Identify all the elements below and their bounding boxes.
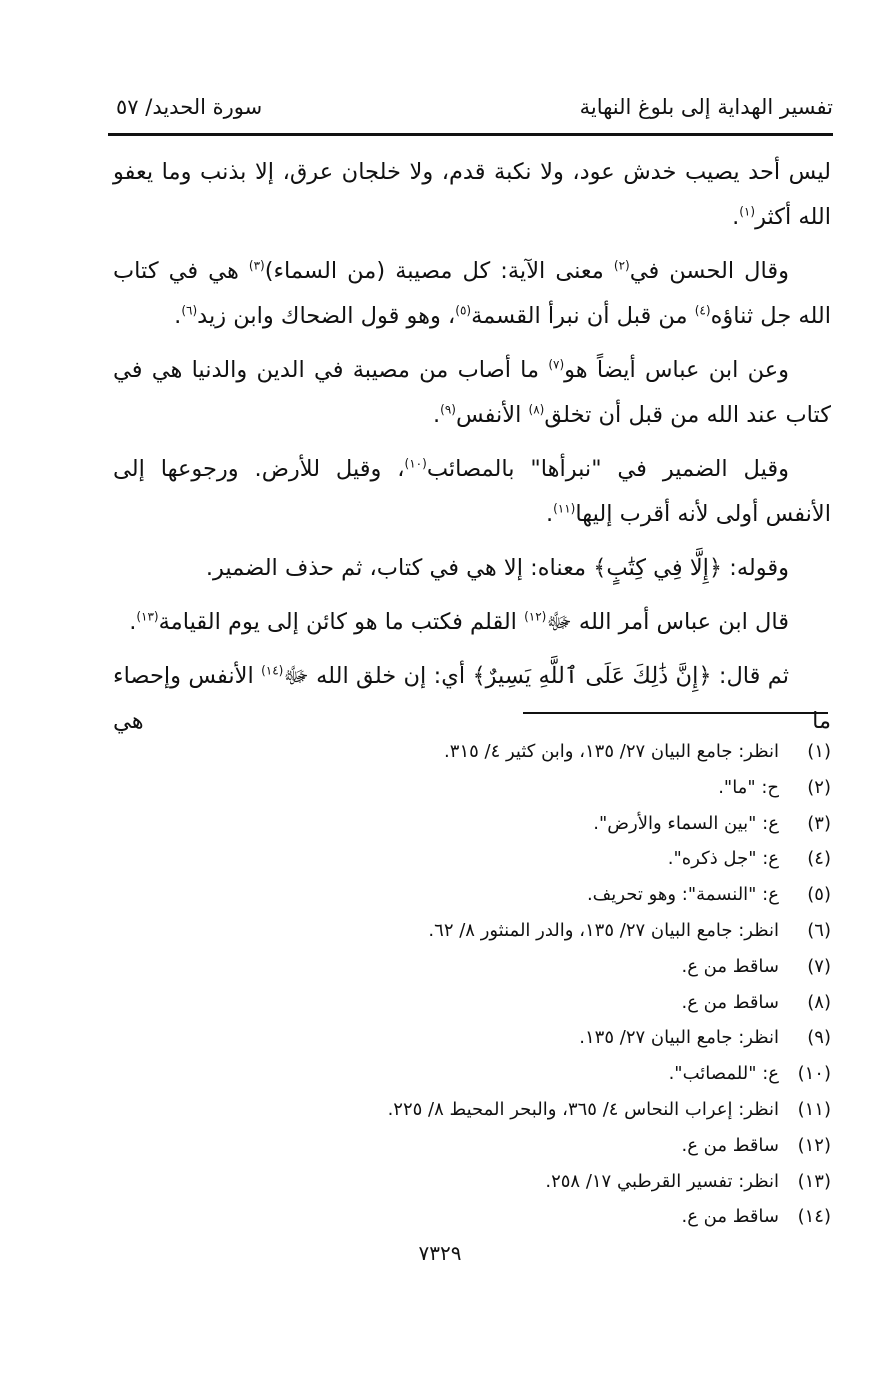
footnote-ref: (٤) bbox=[694, 303, 711, 318]
footnote-item bbox=[113, 770, 831, 806]
running-header bbox=[108, 92, 833, 128]
text-run: . bbox=[432, 402, 441, 428]
text-run: قال ابن عباس أمر الله ﷻ bbox=[546, 609, 789, 635]
footnote-text: انظر: إعراب النحاس ٤/ ٣٦٥، والبحر المحيط ٨/ ٢٢٥. bbox=[387, 1098, 779, 1120]
text-run: من قبل أن نبرأ القسمة bbox=[471, 303, 695, 329]
footnote-number: (٩) bbox=[807, 1027, 831, 1049]
text-run: . bbox=[129, 609, 137, 635]
text-run: وقال الحسن في bbox=[629, 258, 790, 284]
text-run: القلم فكتب ما هو كائن إلى يوم القيامة bbox=[158, 609, 525, 635]
text-run: أي: إن خلق الله ﷻ bbox=[283, 663, 473, 689]
paragraph-4 bbox=[113, 447, 831, 537]
header-rule bbox=[108, 133, 833, 136]
footnote-number: (٦) bbox=[807, 919, 831, 941]
text-run: ثم قال: bbox=[711, 663, 789, 689]
text-run: ليس أحد يصيب خدش عود، ولا نكبة قدم، ولا خلجان عرق، إلا بذنب وما يعفو الله أكثر bbox=[113, 159, 831, 230]
footnote-text: ح: "ما". bbox=[718, 776, 779, 798]
footnote-number: (٤) bbox=[807, 848, 831, 870]
text-run: معنى الآية: كل مصيبة (من السماء) bbox=[264, 258, 614, 284]
footnote-number: (١٠) bbox=[797, 1063, 831, 1085]
footnote-text: انظر: تفسير القرطبي ١٧/ ٢٥٨. bbox=[545, 1170, 779, 1192]
footnote-text: ساقط من ع. bbox=[681, 955, 779, 977]
footnote-item bbox=[113, 913, 831, 949]
footnote-item bbox=[113, 1164, 831, 1200]
footnote-ref: (٣) bbox=[248, 258, 265, 273]
footnote-number: (١) bbox=[807, 741, 831, 762]
text-run: . bbox=[545, 501, 554, 527]
surah-title: سورة الحديد/ ٥٧ bbox=[116, 95, 263, 119]
footnote-item bbox=[113, 734, 831, 770]
text-run: . bbox=[732, 204, 740, 230]
footnote-number: (١٣) bbox=[797, 1170, 831, 1192]
paragraph-5 bbox=[113, 546, 831, 591]
footnote-number: (١٢) bbox=[797, 1134, 831, 1156]
footnote-item bbox=[113, 1199, 831, 1235]
footnote-number: (٣) bbox=[807, 812, 831, 834]
text-run: الأنفس bbox=[455, 402, 529, 428]
paragraph-3 bbox=[113, 348, 831, 438]
footnote-ref: (١٢) bbox=[524, 609, 547, 624]
footnote-ref: (٩) bbox=[440, 402, 456, 417]
footnote-item bbox=[113, 985, 831, 1021]
footnote-item bbox=[113, 1020, 831, 1056]
footnote-number: (٥) bbox=[807, 884, 831, 906]
paragraph-2 bbox=[113, 249, 831, 339]
footnote-text: ساقط من ع. bbox=[681, 1134, 779, 1156]
footnote-ref: (٦) bbox=[181, 303, 198, 318]
footnote-number: (٧) bbox=[807, 955, 831, 977]
footnote-item bbox=[113, 949, 831, 985]
footnote-ref: (١٣) bbox=[136, 609, 159, 624]
footnote-ref: (١٤) bbox=[261, 663, 284, 678]
footnote-number: (١٤) bbox=[797, 1206, 831, 1228]
footnote-number: (٨) bbox=[807, 991, 831, 1013]
text-run: ، وهو قول الضحاك وابن زيد bbox=[197, 303, 456, 329]
text-run: الأنفس وإحصاء ما هي bbox=[113, 663, 831, 734]
footnote-text: ساقط من ع. bbox=[681, 1206, 779, 1228]
footnote-text: ع: "جل ذكره". bbox=[667, 848, 779, 870]
text-run: وقوله: bbox=[722, 555, 789, 581]
text-run: وعن ابن عباس أيضاً هو bbox=[564, 357, 789, 383]
footnote-ref: (١١) bbox=[553, 501, 576, 516]
text-run: معناه: إلا هي في كتاب، ثم حذف الضمير. bbox=[205, 555, 594, 581]
footnote-item bbox=[113, 1092, 831, 1128]
footnote-text: انظر: جامع البيان ٢٧/ ١٣٥، والدر المنثور ٨/ ٦٢. bbox=[428, 919, 779, 941]
footnote-text: ع: "بين السماء والأرض". bbox=[593, 812, 779, 834]
footnote-item bbox=[113, 841, 831, 877]
quran-verse: ﴿إِنَّ ذَٰلِكَ عَلَى ٱللَّهِ يَسِيرٌ﴾ bbox=[472, 663, 712, 689]
paragraph-7 bbox=[113, 654, 831, 744]
footnote-ref: (١) bbox=[739, 204, 756, 219]
footnote-item bbox=[113, 1128, 831, 1164]
footnotes bbox=[113, 734, 831, 1235]
text-run: هي في كتاب الله جل ثناؤه bbox=[113, 258, 831, 329]
footnote-text: ع: "النسمة": وهو تحريف. bbox=[586, 884, 779, 906]
footnote-ref: (٧) bbox=[548, 357, 565, 372]
footnote-number: (١١) bbox=[797, 1098, 831, 1120]
footnote-separator bbox=[523, 712, 828, 714]
footnote-ref: (٥) bbox=[455, 303, 472, 318]
paragraph-6 bbox=[113, 600, 831, 645]
footnote-item bbox=[113, 806, 831, 842]
footnote-text: ع: "للمصائب". bbox=[668, 1063, 779, 1085]
footnote-text: انظر: جامع البيان ٢٧/ ١٣٥، وابن كثير ٤/ ٣١٥. bbox=[444, 741, 779, 762]
footnote-text: انظر: جامع البيان ٢٧/ ١٣٥. bbox=[579, 1027, 779, 1049]
footnote-item bbox=[113, 877, 831, 913]
footnote-ref: (٢) bbox=[613, 258, 630, 273]
main-text bbox=[113, 150, 831, 753]
text-run: ما أصاب من مصيبة في الدين والدنيا هي في كتاب عند الله من قبل أن تخلق bbox=[113, 357, 831, 428]
quran-verse: ﴿إِلَّا فِي كِتَٰبٍ﴾ bbox=[593, 555, 723, 581]
paragraph-1 bbox=[113, 150, 831, 240]
footnote-text: ساقط من ع. bbox=[681, 991, 779, 1013]
text-run: ، وقيل للأرض. ورجوعها إلى الأنفس أولى لأنه أقرب إليها bbox=[113, 456, 831, 527]
footnote-item bbox=[113, 1056, 831, 1092]
footnote-number: (٢) bbox=[807, 776, 831, 798]
footnote-ref: (٨) bbox=[528, 402, 545, 417]
footnote-ref: (١٠) bbox=[404, 456, 427, 471]
text-run: . bbox=[174, 303, 182, 329]
text-run: وقيل الضمير في "نبرأها" بالمصائب bbox=[426, 456, 789, 482]
book-title: تفسير الهداية إلى بلوغ النهاية bbox=[579, 95, 833, 119]
page-number: ٧٣٢٩ bbox=[418, 1241, 462, 1265]
